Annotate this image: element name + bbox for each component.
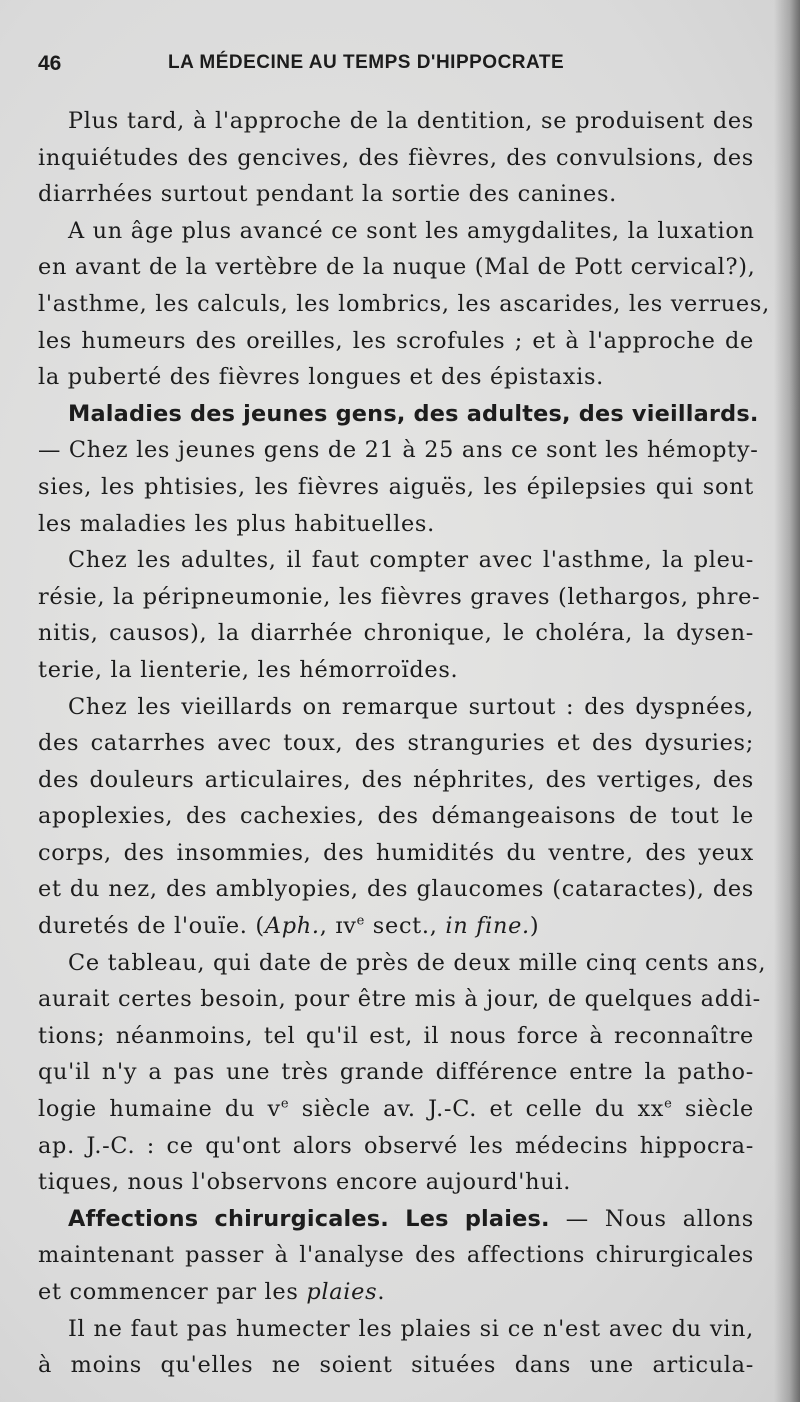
superscript: e [280,1096,290,1112]
text-line: résie, la péripneumonie, les fièvres graves (lethargos, phre- [38,583,761,610]
text-run: , ɪv [319,913,357,940]
text-line: des catarrhes avec toux, des stranguries et des dysuries; [38,730,754,757]
text-line: tiques, nous l'observons encore aujourd'hui. [38,1169,572,1196]
text-line [38,1091,754,1128]
text-line: qu'il n'y a pas une très grande différence entre la patho- [38,1059,754,1086]
text-line: ap. J.-C. : ce qu'ont alors observé les médecins hippocra- [38,1132,754,1159]
text-line: les humeurs des oreilles, les scrofules ; et à l'approche de [38,327,754,354]
text-line: Il ne faut pas humecter les plaies si ce n'est avec du vin, [68,1315,754,1342]
text-line: Ce tableau, qui date de près de deux mille cinq cents ans, [68,949,767,976]
text-line: corps, des insommies, des humidités du ventre, des yeux [38,839,754,866]
text-line: Chez les vieillards on remarque surtout : des dyspnées, [68,693,754,720]
text-run: siècle [672,1096,755,1123]
section-heading: Maladies des jeunes gens, des adultes, des vieillards. [68,400,759,427]
text-line: terie, la lienterie, les hémorroïdes. [38,656,459,683]
text-line: diarrhées surtout pendant la sortie des canines. [38,181,617,208]
page-edge-shadow [774,0,800,1402]
text-line: tions; néanmoins, tel qu'il est, il nous force à reconnaître [38,1022,754,1049]
text-run: ) [529,913,540,940]
text-run: siècle av. J.-C. et celle du xx [289,1096,665,1123]
citation-work: Aph. [264,913,320,940]
text-run: . [377,1279,386,1305]
body-text [38,103,770,1384]
text-line: Chez les adultes, il faut compter avec l'asthme, la pleu- [68,547,754,574]
text-line: maintenant passer à l'analyse des affections chirurgicales [38,1242,754,1269]
text-line: la puberté des fièvres longues et des épistaxis. [38,364,604,391]
text-line: et du nez, des amblyopies, des glaucomes (cataractes), des [38,876,754,903]
superscript: e [356,913,365,929]
text-run: duretés de l'ouïe. ( [38,913,265,940]
text-line: à moins qu'elles ne soient situées dans une articula- [38,1352,754,1379]
text-line: en avant de la vertèbre de la nuque (Mal de Pott cervical?), [38,254,756,281]
text-line: l'asthme, les calculs, les lombrics, les ascarides, les verrues, [38,290,770,317]
text-run: et commencer par les [38,1279,307,1305]
running-head: LA MÉDECINE AU TEMPS D'HIPPOCRATE [168,52,565,73]
text-run: logie humaine du v [38,1096,281,1123]
text-line: inquiétudes des gencives, des fièvres, des convulsions, des [38,144,754,171]
text-line: Plus tard, à l'approche de la dentition, se produisent des [68,108,754,134]
text-line [38,1201,754,1238]
text-line [38,908,754,945]
text-run: — Nous allons [549,1205,754,1232]
text-line: apoplexies, des cachexies, des démangeaisons de tout le [38,803,754,830]
text-line: — Chez les jeunes gens de 21 à 25 ans ce sont les hémopty- [38,437,759,464]
text-run: sect., [364,913,446,940]
citation-location: in fine. [445,913,530,940]
section-heading: Affections chirurgicales. Les plaies. [68,1205,550,1232]
text-line: A un âge plus avancé ce sont les amygdalites, la luxation [68,217,755,244]
text-line: les maladies les plus habituelles. [38,510,435,537]
text-line: des douleurs articulaires, des néphrites, des vertiges, des [38,766,754,793]
page-number: 46 [38,52,62,75]
text-line: nitis, causos), la diarrhée chronique, le choléra, la dysen- [38,620,754,647]
italic-term: plaies [306,1279,378,1305]
text-line [38,1274,754,1311]
text-line: sies, les phtisies, les fièvres aiguës, les épilepsies qui sont [38,473,754,500]
superscript: e [664,1096,673,1112]
page-header [38,52,758,82]
text-line: aurait certes besoin, pour être mis à jour, de quelques addi- [38,986,761,1013]
